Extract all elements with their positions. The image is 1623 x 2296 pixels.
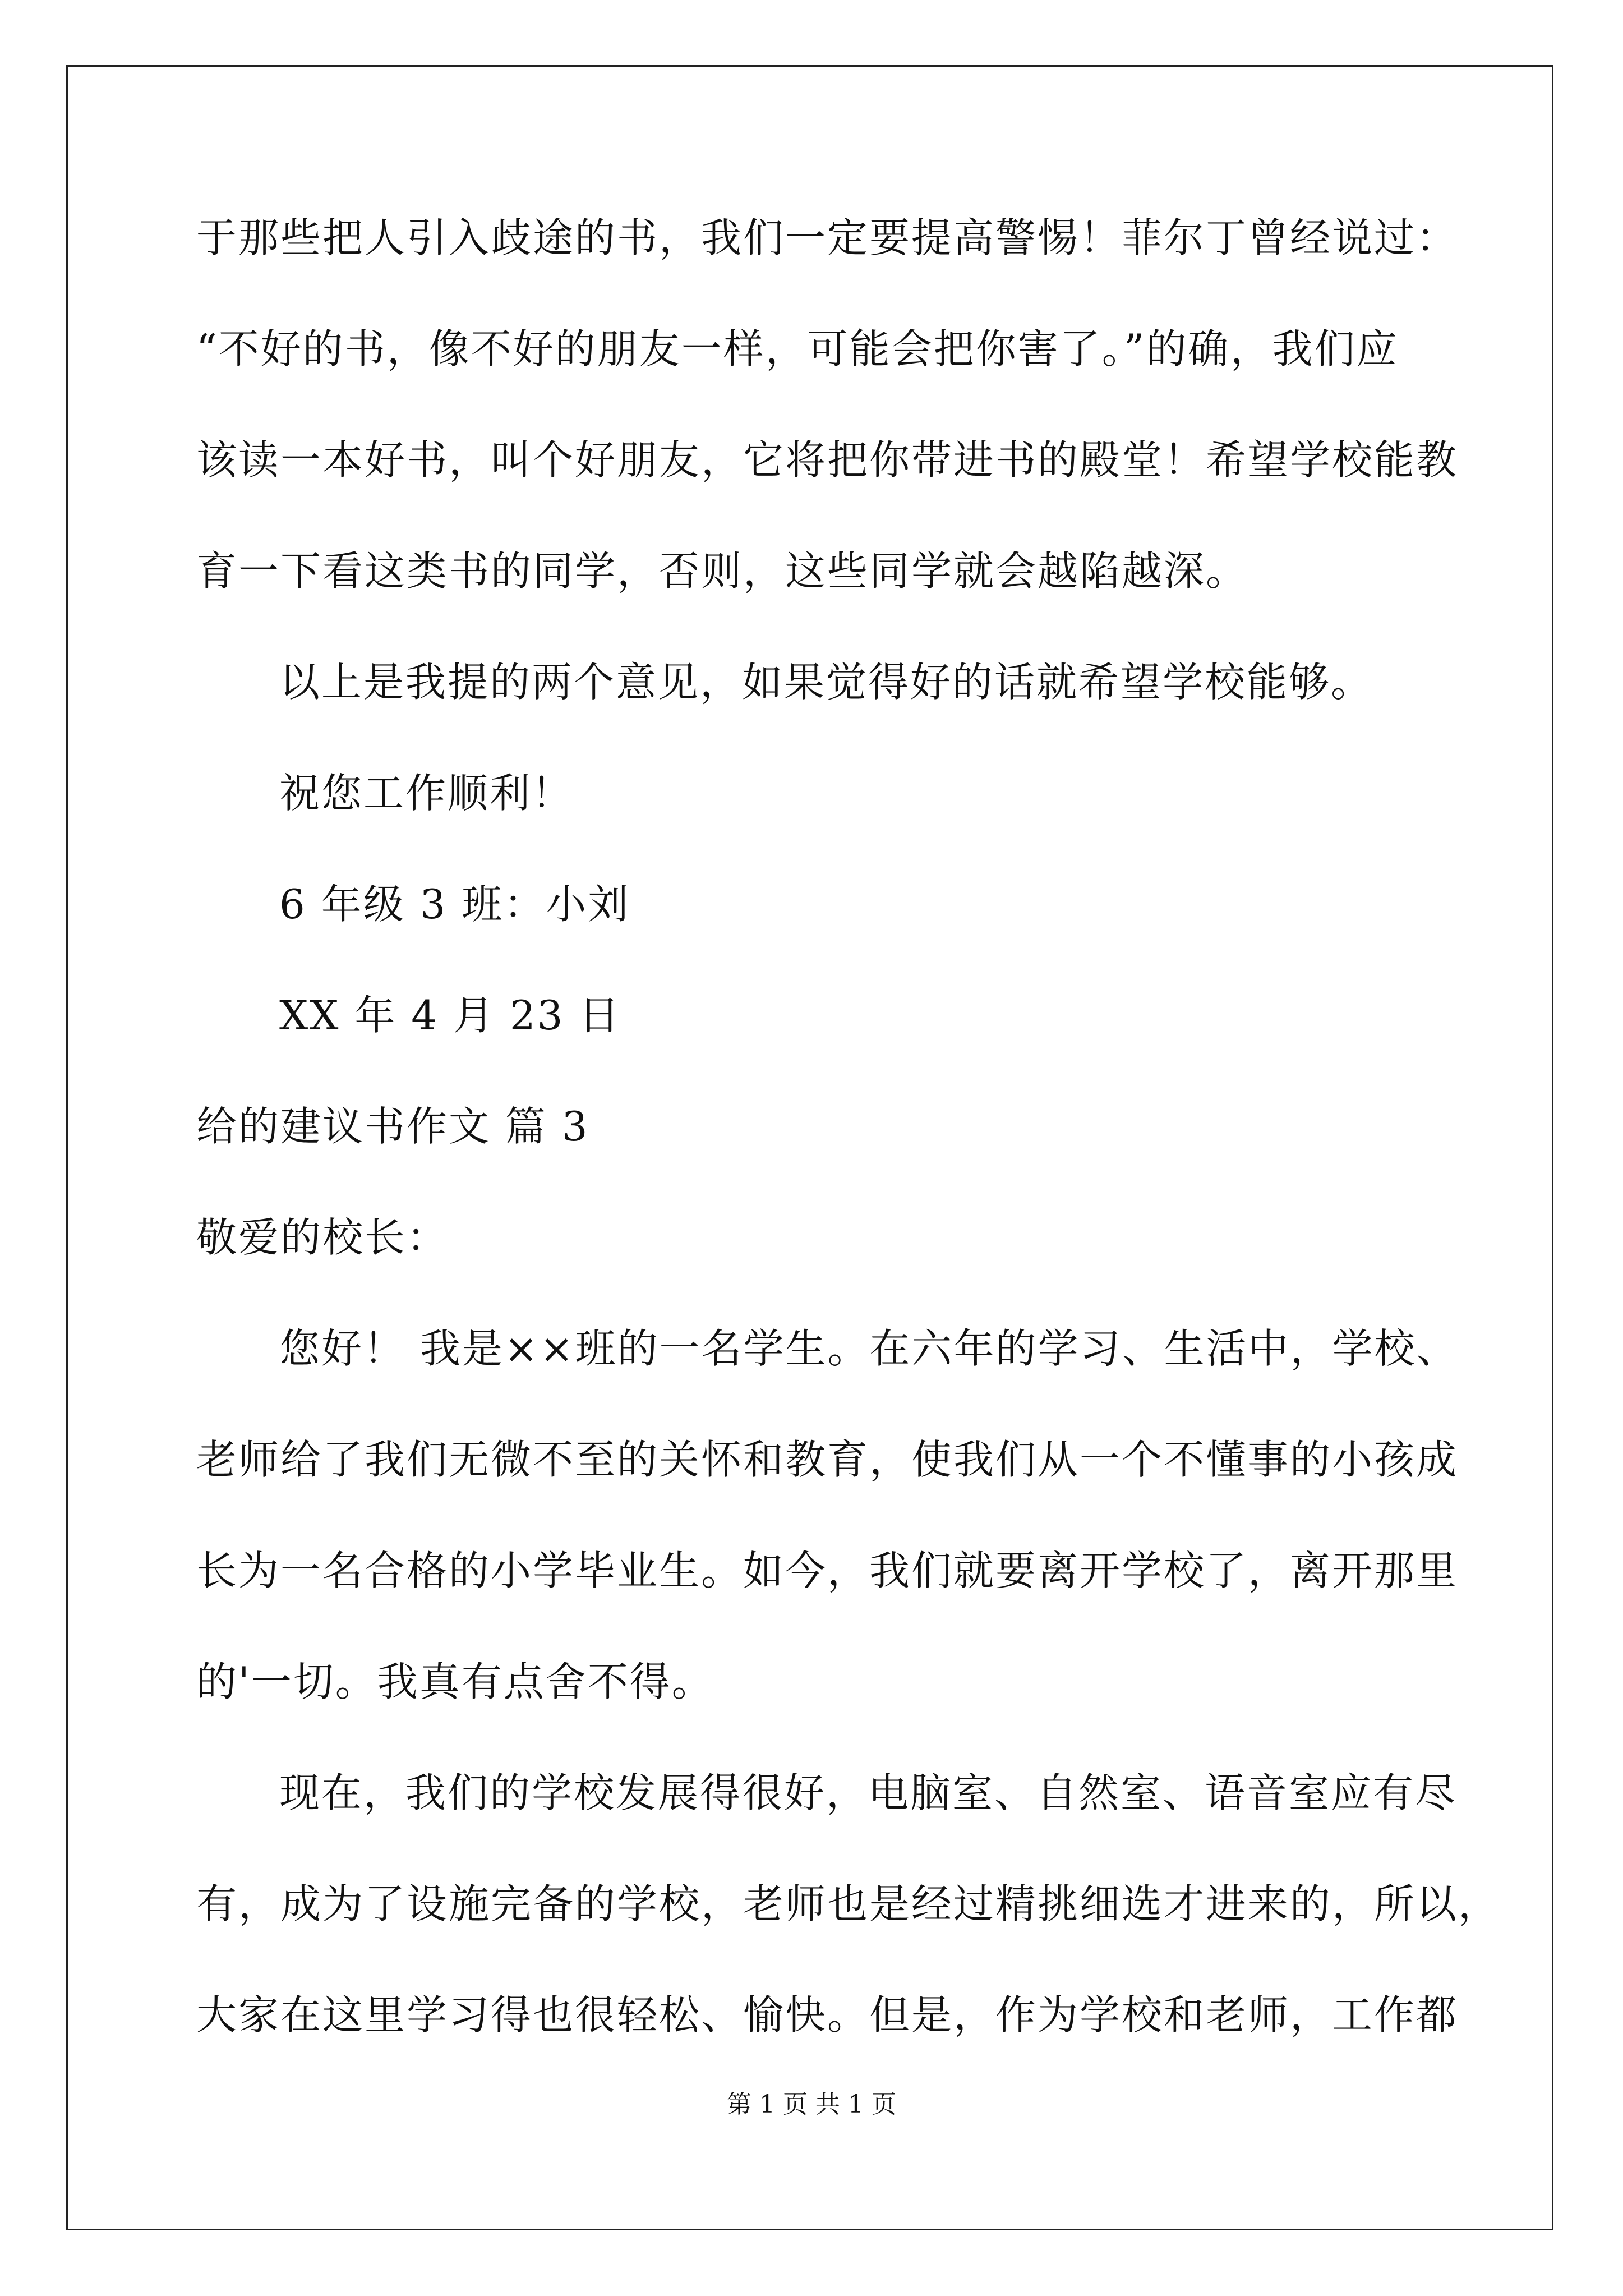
body-line: 育一下看这类书的同学，否则，这些同学就会越陷越深。 xyxy=(196,547,1248,595)
body-line: 现在，我们的学校发展得很好，电脑室、自然室、语音室应有尽 xyxy=(279,1769,1458,1816)
letter-date: XX 年 4 月 23 日 xyxy=(279,992,621,1039)
body-line: 长为一名合格的小学毕业生。如今，我们就要离开学校了，离开那里 xyxy=(196,1547,1459,1594)
body-line: 大家在这里学习得也很轻松、愉快。但是，作为学校和老师，工作都 xyxy=(196,1991,1459,2039)
body-line: 您好！ 我是××班的一名学生。在六年的学习、生活中，学校、 xyxy=(279,1325,1459,1372)
section-heading: 给的建议书作文 篇 3 xyxy=(196,1103,589,1150)
body-line: 的'一切。我真有点舍不得。 xyxy=(196,1658,714,1705)
body-line: 于那些把人引入歧途的书，我们一定要提高警惕！菲尔丁曾经说过： xyxy=(196,214,1459,261)
closing-greeting: 祝您工作顺利！ xyxy=(279,770,574,817)
body-line: 以上是我提的两个意见，如果觉得好的话就希望学校能够。 xyxy=(279,659,1373,706)
body-line: 有，成为了设施完备的学校，老师也是经过精挑细选才进来的，所以， xyxy=(196,1880,1501,1927)
salutation: 敬爱的校长： xyxy=(196,1214,449,1261)
body-line: 老师给了我们无微不至的关怀和教育，使我们从一个不懂事的小孩成 xyxy=(196,1436,1459,1483)
signature: 6 年级 3 班：小刘 xyxy=(279,881,630,928)
page-number-footer: 第 1 页 共 1 页 xyxy=(727,2090,896,2119)
body-line: 该读一本好书，叫个好朋友，它将把你带进书的殿堂！希望学校能教 xyxy=(196,436,1459,484)
body-line: “不好的书，像不好的朋友一样，可能会把你害了。”的确，我们应 xyxy=(196,325,1399,372)
